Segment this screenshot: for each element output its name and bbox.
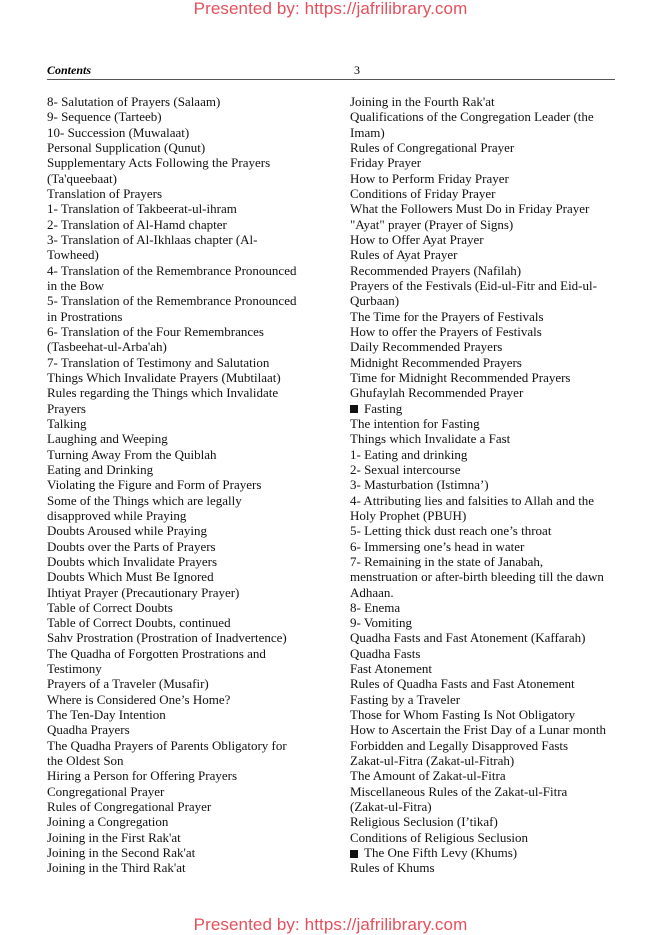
toc-entry[interactable] xyxy=(47,799,319,814)
toc-entry[interactable] xyxy=(350,845,625,860)
toc-entry-label: The One Fifth Levy (Khums) xyxy=(364,845,518,861)
toc-entry[interactable] xyxy=(47,692,319,707)
toc-entry[interactable] xyxy=(47,140,319,155)
toc-entry-label: How to Perform Friday Prayer xyxy=(350,170,509,186)
toc-entry[interactable] xyxy=(47,554,319,569)
watermark-bottom: Presented by: https://jafrilibrary.com xyxy=(193,915,468,934)
toc-entry[interactable] xyxy=(47,600,319,615)
toc-entry[interactable] xyxy=(350,217,625,232)
toc-entry-label: 7- Translation of Testimony and Salutation xyxy=(47,354,270,370)
toc-entry-label: Joining in the Second Rak'at xyxy=(47,845,196,861)
toc-entry[interactable] xyxy=(350,830,625,845)
toc-entry-label: Doubts over the Parts of Prayers xyxy=(47,538,216,554)
toc-entry-label: Joining a Congregation xyxy=(47,814,169,830)
toc-entry[interactable] xyxy=(47,615,319,630)
toc-entry[interactable] xyxy=(350,630,625,645)
toc-entry[interactable] xyxy=(47,477,319,492)
toc-entry-label: How to Ascertain the Frist Day of a Lunar month xyxy=(350,722,606,738)
toc-entry[interactable] xyxy=(47,585,319,600)
toc-entry-label: 6- Translation of the Four Remembrances (Tasbeehat-ul-Arba'ah) xyxy=(47,323,264,355)
toc-entry-label: Religious Seclusion (I’tikaf) xyxy=(350,814,498,830)
toc-entry-label: 8- Salutation of Prayers (Salaam) xyxy=(47,94,221,109)
toc-entry-label: Eating and Drinking xyxy=(47,461,154,477)
toc-entry-label: Rules of Ayat Prayer xyxy=(350,247,458,263)
toc-entry-label: Talking xyxy=(47,415,87,431)
toc-entry-label: 2- Sexual intercourse xyxy=(350,461,461,477)
toc-entry-label: Translation of Prayers xyxy=(47,185,163,201)
toc-entry[interactable] xyxy=(47,355,319,370)
toc-entry[interactable] xyxy=(350,171,625,186)
toc-entry-label: 5- Letting thick dust reach one’s throat xyxy=(350,523,552,539)
toc-entry-label: 7- Remaining in the state of Janabah, menstruation or after-birth bleeding till the dawn Adhaan. xyxy=(350,553,604,600)
toc-entry[interactable] xyxy=(350,692,625,707)
toc-entry-label: Fasting xyxy=(364,400,403,416)
toc-entry-label: Zakat-ul-Fitra (Zakat-ul-Fitrah) xyxy=(350,753,515,769)
toc-entry[interactable] xyxy=(47,109,319,124)
toc-entry-label: The intention for Fasting xyxy=(350,415,480,431)
toc-entry-label: Table of Correct Doubts, continued xyxy=(47,615,231,631)
toc-entry[interactable] xyxy=(350,431,625,446)
toc-entry[interactable] xyxy=(350,646,625,661)
page-header xyxy=(47,63,615,80)
toc-entry-label: Some of the Things which are legally disapproved while Praying xyxy=(47,492,242,523)
toc-entry[interactable] xyxy=(350,462,625,477)
toc-entry[interactable] xyxy=(47,630,319,645)
toc-entry[interactable] xyxy=(47,707,319,722)
toc-entry-label: Miscellaneous Rules of the Zakat-ul-Fitra (Zakat-ul-Fitra) xyxy=(350,783,568,815)
toc-entry[interactable] xyxy=(47,155,319,186)
toc-entry[interactable] xyxy=(47,768,319,783)
toc-entry[interactable] xyxy=(47,539,319,554)
toc-entry-label: Turning Away From the Quiblah xyxy=(47,446,217,462)
toc-entry[interactable] xyxy=(47,385,319,416)
toc-entry-label: Ihtiyat Prayer (Precautionary Prayer) xyxy=(47,584,240,600)
page-number: 3 xyxy=(354,63,360,77)
toc-entry[interactable] xyxy=(47,431,319,446)
toc-entry[interactable] xyxy=(350,615,625,630)
toc-entry[interactable] xyxy=(350,309,625,324)
toc-entry[interactable] xyxy=(350,477,625,492)
toc-entry-label: Prayers of a Traveler (Musafir) xyxy=(47,676,209,692)
toc-entry[interactable] xyxy=(47,94,319,109)
toc-entry[interactable] xyxy=(47,370,319,385)
toc-entry[interactable] xyxy=(350,385,625,400)
toc-entry-label: Prayers of the Festivals (Eid-ul-Fitr and Eid-ul- Qurbaan) xyxy=(350,277,597,309)
toc-entry-label: The Time for the Prayers of Festivals xyxy=(350,308,544,324)
running-title: Contents xyxy=(47,63,92,77)
toc-entry-label: "Ayat" prayer (Prayer of Signs) xyxy=(350,216,514,232)
toc-entry[interactable] xyxy=(350,155,625,170)
toc-entry[interactable] xyxy=(47,784,319,799)
square-bullet-icon xyxy=(350,850,358,858)
toc-entry-label: 1- Eating and drinking xyxy=(350,446,468,462)
toc-entry-label: Qualifications of the Congregation Leader (the Imam) xyxy=(350,109,594,140)
toc-entry[interactable] xyxy=(47,324,319,355)
square-bullet-icon xyxy=(350,405,358,413)
toc-entry-label: 9- Vomiting xyxy=(350,615,413,631)
toc-entry[interactable] xyxy=(350,94,625,109)
toc-entry[interactable] xyxy=(47,263,319,294)
toc-entry-label: Forbidden and Legally Disapproved Fasts xyxy=(350,737,569,753)
toc-entry-label: The Ten-Day Intention xyxy=(47,707,166,723)
toc-entry[interactable] xyxy=(350,278,625,309)
toc-entry[interactable] xyxy=(350,201,625,216)
toc-entry[interactable] xyxy=(350,814,625,829)
toc-entry[interactable] xyxy=(350,370,625,385)
toc-entry[interactable] xyxy=(47,523,319,538)
toc-entry[interactable] xyxy=(47,293,319,324)
toc-entry[interactable] xyxy=(47,493,319,524)
toc-entry[interactable] xyxy=(350,355,625,370)
toc-entry[interactable] xyxy=(350,707,625,722)
toc-entry[interactable] xyxy=(47,125,319,140)
toc-entry[interactable] xyxy=(47,217,319,232)
toc-entry[interactable] xyxy=(350,676,625,691)
toc-entry-label: Table of Correct Doubts xyxy=(47,599,173,615)
toc-entry-label: Personal Supplication (Qunut) xyxy=(47,139,206,155)
toc-entry-label: Doubts Which Must Be Ignored xyxy=(47,569,214,585)
toc-entry[interactable] xyxy=(350,324,625,339)
toc-entry-label: Quadha Prayers xyxy=(47,722,130,738)
toc-entry-label: Where is Considered One’s Home? xyxy=(47,691,231,707)
toc-entry-label: Violating the Figure and Form of Prayers xyxy=(47,477,262,493)
toc-right-column xyxy=(350,94,625,876)
toc-entry[interactable] xyxy=(350,140,625,155)
toc-entry[interactable] xyxy=(350,738,625,753)
toc-entry-label: Laughing and Weeping xyxy=(47,431,168,447)
toc-entry[interactable] xyxy=(350,447,625,462)
toc-entry[interactable] xyxy=(350,109,625,140)
toc-entry-label: 6- Immersing one’s head in water xyxy=(350,538,525,554)
toc-left-column xyxy=(47,94,319,876)
toc-entry-label: Quadha Fasts xyxy=(350,645,421,661)
toc-entry-label: 1- Translation of Takbeerat-ul-ihram xyxy=(47,201,237,217)
toc-entry[interactable] xyxy=(350,186,625,201)
toc-entry[interactable] xyxy=(350,661,625,676)
toc-entry[interactable] xyxy=(350,600,625,615)
toc-entry[interactable] xyxy=(350,554,625,600)
toc-entry-label: 10- Succession (Muwalaat) xyxy=(47,124,190,140)
toc-entry-label: Quadha Fasts and Fast Atonement (Kaffarah) xyxy=(350,630,586,646)
toc-entry-label: Fast Atonement xyxy=(350,661,432,677)
toc-entry-label: Supplementary Acts Following the Prayers (Ta'queebaat) xyxy=(47,155,271,186)
toc-entry[interactable] xyxy=(47,814,319,829)
toc-entry[interactable] xyxy=(47,676,319,691)
toc-entry[interactable] xyxy=(350,722,625,737)
toc-entry-label: Conditions of Religious Seclusion xyxy=(350,829,529,845)
toc-entry[interactable] xyxy=(47,569,319,584)
toc-entry-label: How to offer the Prayers of Festivals xyxy=(350,323,542,339)
toc-entry[interactable] xyxy=(350,401,625,416)
toc-entry[interactable] xyxy=(350,523,625,538)
toc-entry[interactable] xyxy=(350,539,625,554)
toc-entry-label: The Quadha of Forgotten Prostrations and Testimony xyxy=(47,645,266,677)
toc-entry-label: 8- Enema xyxy=(350,599,401,615)
toc-entry-label: Ghufaylah Recommended Prayer xyxy=(350,385,524,401)
toc-entry[interactable] xyxy=(47,232,319,263)
toc-entry[interactable] xyxy=(47,722,319,737)
toc-entry-label: Hiring a Person for Offering Prayers xyxy=(47,768,238,784)
toc-entry[interactable] xyxy=(350,768,625,783)
toc-entry-label: 3- Translation of Al-Ikhlaas chapter (Al- Towheed) xyxy=(47,231,258,263)
toc-entry-label: Joining in the Fourth Rak'at xyxy=(350,94,495,109)
toc-entry-label: Rules regarding the Things which Invalidate Prayers xyxy=(47,385,279,416)
toc-entry[interactable] xyxy=(47,860,319,875)
toc-entry-label: Congregational Prayer xyxy=(47,783,165,799)
toc-entry-label: Time for Midnight Recommended Prayers xyxy=(350,369,571,385)
toc-entry[interactable] xyxy=(350,247,625,262)
toc-entry-label: Midnight Recommended Prayers xyxy=(350,354,522,370)
toc-entry[interactable] xyxy=(350,263,625,278)
toc-entry-label: Doubts which Invalidate Prayers xyxy=(47,553,218,569)
toc-entry-label: Conditions of Friday Prayer xyxy=(350,185,496,201)
toc-entry[interactable] xyxy=(350,753,625,768)
toc-entry-label: Rules of Congregational Prayer xyxy=(350,139,515,155)
toc-entry[interactable] xyxy=(47,738,319,769)
toc-entry-label: The Quadha Prayers of Parents Obligatory for the Oldest Son xyxy=(47,737,287,769)
toc-entry-label: Doubts Aroused while Praying xyxy=(47,523,207,539)
toc-entry-label: Fasting by a Traveler xyxy=(350,691,461,707)
toc-entry-label: 4- Attributing lies and falsities to Allah and the Holy Prophet (PBUH) xyxy=(350,492,595,523)
toc-entry[interactable] xyxy=(47,447,319,462)
toc-entry-label: Recommended Prayers (Nafilah) xyxy=(350,262,522,278)
toc-entry-label: Joining in the First Rak'at xyxy=(47,829,181,845)
toc-entry-label: Rules of Khums xyxy=(350,860,435,876)
toc-entry-label: The Amount of Zakat-ul-Fitra xyxy=(350,768,506,784)
toc-entry[interactable] xyxy=(47,462,319,477)
toc-entry[interactable] xyxy=(350,784,625,815)
toc-entry-label: 4- Translation of the Remembrance Pronounced in the Bow xyxy=(47,262,297,293)
toc-entry-label: Daily Recommended Prayers xyxy=(350,339,503,355)
toc-entry[interactable] xyxy=(47,201,319,216)
toc-entry-label: Things Which Invalidate Prayers (Mubtilaat) xyxy=(47,369,281,385)
toc-entry[interactable] xyxy=(350,232,625,247)
toc-entry[interactable] xyxy=(47,416,319,431)
toc-entry[interactable] xyxy=(350,416,625,431)
toc-entry-label: Sahv Prostration (Prostration of Inadvertence) xyxy=(47,630,287,646)
toc-entry-label: How to Offer Ayat Prayer xyxy=(350,231,484,247)
toc-entry[interactable] xyxy=(350,493,625,524)
toc-entry-label: Rules of Quadha Fasts and Fast Atonement xyxy=(350,676,575,692)
toc-entry-label: Things which Invalidate a Fast xyxy=(350,431,511,447)
toc-entry-label: What the Followers Must Do in Friday Prayer xyxy=(350,201,590,217)
toc-entry-label: 3- Masturbation (Istimna’) xyxy=(350,477,489,493)
toc-entry-label: Rules of Congregational Prayer xyxy=(47,799,212,815)
watermark-top: Presented by: https://jafrilibrary.com xyxy=(193,0,468,18)
toc-entry-label: Those for Whom Fasting Is Not Obligatory xyxy=(350,707,576,723)
toc-entry-label: Friday Prayer xyxy=(350,155,422,171)
toc-entry-label: 5- Translation of the Remembrance Pronounced in Prostrations xyxy=(47,293,297,324)
toc-entry[interactable] xyxy=(350,860,625,875)
toc-entry[interactable] xyxy=(47,646,319,677)
toc-entry[interactable] xyxy=(47,845,319,860)
toc-entry[interactable] xyxy=(47,830,319,845)
toc-entry[interactable] xyxy=(350,339,625,354)
toc-entry-label: 2- Translation of Al-Hamd chapter xyxy=(47,216,227,232)
toc-entry[interactable] xyxy=(47,186,319,201)
toc-entry-label: Joining in the Third Rak'at xyxy=(47,860,186,876)
toc-entry-label: 9- Sequence (Tarteeb) xyxy=(47,109,162,125)
